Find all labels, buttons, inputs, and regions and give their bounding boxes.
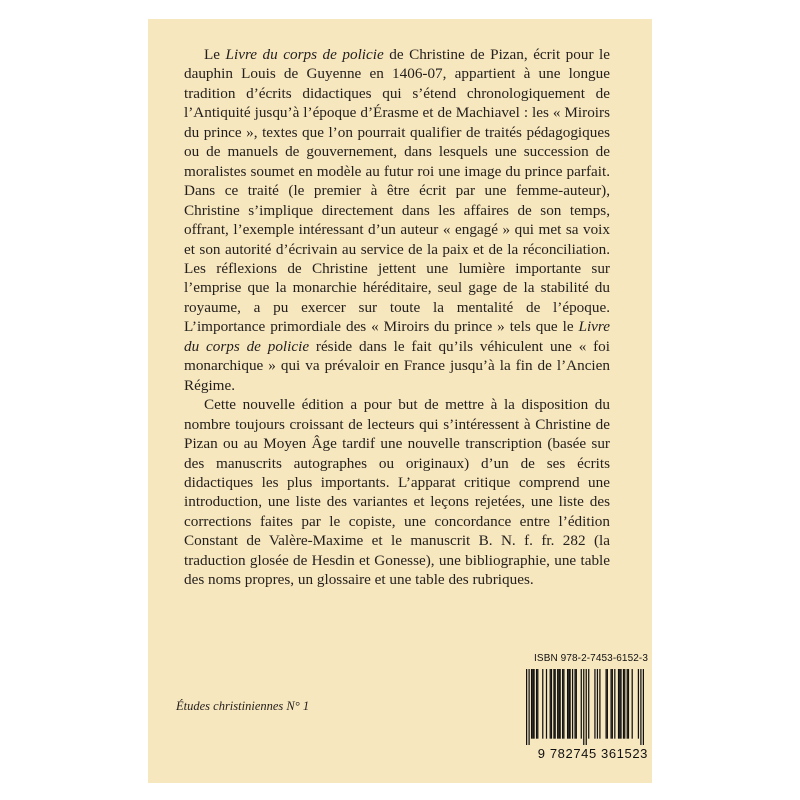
barcode-bar bbox=[576, 669, 577, 739]
barcode-bar bbox=[536, 669, 537, 739]
paragraph-1-text-a: Le bbox=[204, 46, 226, 63]
barcode-bar bbox=[568, 669, 569, 739]
barcode-bar bbox=[526, 669, 527, 745]
book-title-italic: Livre du corps de policie bbox=[225, 46, 384, 63]
barcode-bar bbox=[531, 669, 532, 739]
barcode-bar bbox=[528, 669, 529, 745]
back-cover bbox=[148, 19, 652, 783]
barcode-bar bbox=[533, 669, 534, 739]
barcode-bar bbox=[558, 669, 559, 739]
barcode-bar bbox=[599, 669, 600, 739]
series-name: Études christiniennes N° 1 bbox=[176, 699, 310, 713]
barcode-bar bbox=[624, 669, 625, 739]
barcode-bar bbox=[614, 669, 615, 739]
barcode-bar bbox=[557, 669, 558, 739]
isbn-label: ISBN 978-2-7453-6152-3 bbox=[534, 653, 648, 664]
barcode-bar bbox=[532, 669, 533, 739]
barcode-bar bbox=[542, 669, 543, 739]
blurb-paragraph-1 bbox=[184, 45, 610, 395]
barcode-bar bbox=[628, 669, 629, 739]
barcode-bar bbox=[586, 669, 587, 745]
barcode-bar bbox=[563, 669, 564, 739]
barcode-bar bbox=[581, 669, 582, 739]
barcode-bar bbox=[569, 669, 570, 739]
barcode-bar bbox=[567, 669, 568, 739]
barcode-bar bbox=[610, 669, 611, 739]
barcode-bar bbox=[623, 669, 624, 739]
barcode-bar bbox=[627, 669, 628, 739]
blurb-paragraph-2: Cette nouvelle édition a pour but de mettre à la disposition du nombre toujours croissant de lecteurs qui s’intéressent à Christine de Pizan ou au Moyen Âge tardif une nouvelle transcription (basée sur des manuscrits autographes ou originaux) d’un de ses écrits didactiques les plus importants. L’apparat critique comprend une introduction, une liste des variantes et leçons rejetées, une liste des corrections faites par le copiste, une concordance entre l’édition Constant de Valère-Maxime et le manuscrit B. N. f. fr. 282 (la traduction glosée de Hesdin et Gonesse), une bibliographie, une table des noms propres, un glossaire et une table des rubriques. bbox=[184, 396, 610, 589]
barcode-bar bbox=[619, 669, 620, 739]
barcode-icon bbox=[526, 669, 644, 745]
barcode-bar bbox=[562, 669, 563, 739]
barcode-bar bbox=[537, 669, 538, 739]
barcode-block bbox=[516, 649, 648, 771]
paragraph-1-text-c: réside dans le fait qu’ils véhiculent une « foi monarchique » qui va prévaloir en France jusqu’à la fin de l’Ancien Régime. bbox=[184, 337, 610, 394]
barcode-bar bbox=[640, 669, 641, 745]
barcode-bar bbox=[553, 669, 554, 739]
barcode-bar bbox=[546, 669, 547, 739]
ean-digits: 9 782745 361523 bbox=[537, 746, 648, 761]
barcode-bar bbox=[572, 669, 573, 739]
blurb-text bbox=[184, 45, 610, 590]
paragraph-1-text-b: de Christine de Pizan, écrit pour le dauphin Louis de Guyenne en 1406-07, appartient à une longue tradition d’écrits didactiques qui s’étend chronologiquement de l’Antiquité jusqu’à l’époque d’Érasme et de Machiavel : les « Miroirs du prince », textes que l’on pourrait qualifier de traités pédagogiques ou de manuels de gouvernement, dans lesquels une succession de moralistes soumet en modèle au futur roi une image du prince parfait. Dans ce traité (le premier à être écrit par une femme-auteur), Christine s’implique directement dans les affaires de son temps, offrant, l’exemple intéressant d’un auteur « engagé » qui met sa voix et son autorité d’écrivain au service de la paix et de la réconciliation. Les réflexions de Christine jettent une lumière importante sur l’emprise que la monarchie héréditaire, seul gage de la stabilité du royaume, a pu exercer sur toute la mentalité de l’époque. L’importance primordiale des « Miroirs du prince » tels que le bbox=[184, 46, 610, 336]
barcode-bar bbox=[638, 669, 639, 739]
barcode-bar bbox=[605, 669, 606, 739]
barcode-bar bbox=[550, 669, 551, 739]
barcode-bar bbox=[555, 669, 556, 739]
barcode-bar bbox=[583, 669, 584, 745]
barcode-bar bbox=[597, 669, 598, 739]
barcode-bar bbox=[643, 669, 644, 745]
barcode-bar bbox=[551, 669, 552, 739]
barcode-bar bbox=[618, 669, 619, 739]
barcode-bar bbox=[612, 669, 613, 739]
book-title-italic-2: Livre du corps de policie bbox=[184, 318, 610, 355]
barcode-bar bbox=[632, 669, 633, 739]
barcode-bar bbox=[574, 669, 575, 739]
barcode-bar bbox=[594, 669, 595, 739]
barcode-bar bbox=[620, 669, 621, 739]
barcode-bar bbox=[560, 669, 561, 739]
barcode-bar bbox=[588, 669, 589, 739]
barcode-bar bbox=[607, 669, 608, 739]
